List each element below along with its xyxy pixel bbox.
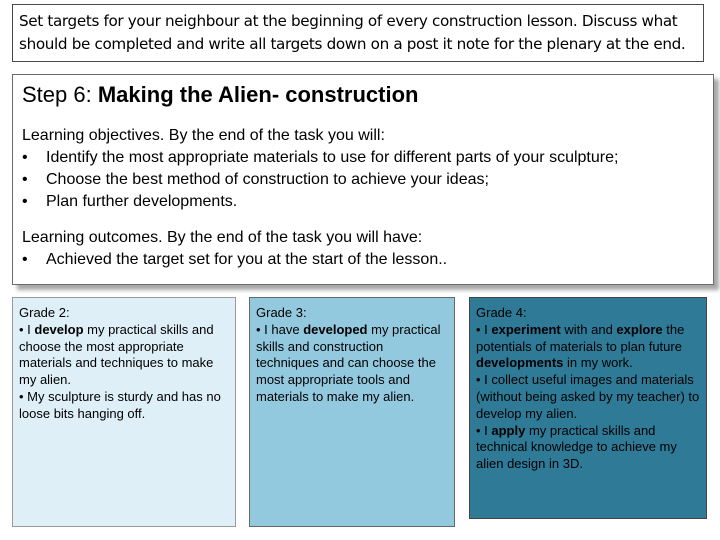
grade-3-title: Grade 3:: [256, 305, 307, 320]
grade-4-line-3: [476, 423, 700, 473]
grade-2-title: Grade 2:: [19, 305, 70, 320]
grade-3-text: my practical skills and construction techniques and can choose the most appropriate tools and materials to make my alien.: [256, 321, 441, 404]
grade-4-keyword: explore: [616, 321, 663, 337]
grade-4-text: • I: [476, 321, 492, 337]
grade-2-box: [12, 297, 236, 527]
instruction-banner: [12, 4, 704, 62]
learning-outcomes: [22, 227, 704, 271]
grade-4-line-2: • I collect useful images and materials (without being asked by my teacher) to develop my alien.: [476, 372, 700, 421]
grade-3-text: • I have: [256, 321, 304, 337]
grade-4-text: the potentials of materials to plan future: [476, 321, 685, 354]
grade-4-keyword: developments: [476, 355, 564, 371]
outcomes-heading-rest: . By the end of the task you will have:: [158, 229, 423, 246]
grade-4-text: with and: [560, 321, 617, 337]
objective-item: • Identify the most appropriate materials to use for different parts of your sculpture;: [22, 147, 704, 169]
grade-3-line-1: [256, 322, 448, 406]
grade-2-text: • I: [19, 321, 35, 337]
outcome-item: • Achieved the target set for you at the start of the lesson..: [22, 249, 704, 271]
step-title: [22, 80, 704, 110]
learning-objectives: [22, 125, 704, 213]
grade-2-text: my practical skills and choose the most appropriate materials and techniques to make my alien.: [19, 321, 214, 388]
banner-text: Set targets for your neighbour at the beginning of every construction lesson. Discuss what should be completed and write all targets down on a post it note for the plenary at the end.: [19, 12, 686, 53]
grade-4-box: [469, 297, 707, 519]
objectives-list: [22, 147, 704, 213]
grade-4-text: in my work.: [563, 355, 633, 371]
step-title-prefix: Step 6:: [22, 82, 98, 107]
objectives-heading-rest: . By the end of the task you will:: [159, 127, 385, 144]
outcomes-list: [22, 249, 704, 271]
outcomes-heading-bold: Learning outcomes: [22, 229, 159, 246]
grade-4-line-1: [476, 322, 700, 372]
objectives-heading-bold: Learning objectives: [22, 127, 160, 144]
grade-4-keyword: experiment: [491, 321, 561, 337]
grade-4-text: • I: [476, 422, 492, 438]
step-title-main: Making the Alien- construction: [97, 82, 419, 107]
grade-4-keyword: apply: [491, 422, 526, 438]
outcomes-heading: [22, 227, 704, 249]
grade-2-line-1: [19, 322, 229, 389]
grade-3-box: [249, 297, 455, 527]
grade-3-keyword: developed: [303, 321, 368, 337]
grade-2-line-2: • My sculpture is sturdy and has no loose bits hanging off.: [19, 388, 221, 421]
grade-4-title: Grade 4:: [476, 305, 527, 320]
objective-item: • Plan further developments.: [22, 191, 704, 213]
objectives-heading: [22, 125, 704, 147]
objective-item: • Choose the best method of construction to achieve your ideas;: [22, 169, 704, 191]
grade-2-keyword: develop: [34, 321, 84, 337]
step-card: [12, 74, 714, 285]
grade-4-text: my practical skills and technical knowledge to achieve my alien design in 3D.: [476, 422, 677, 472]
